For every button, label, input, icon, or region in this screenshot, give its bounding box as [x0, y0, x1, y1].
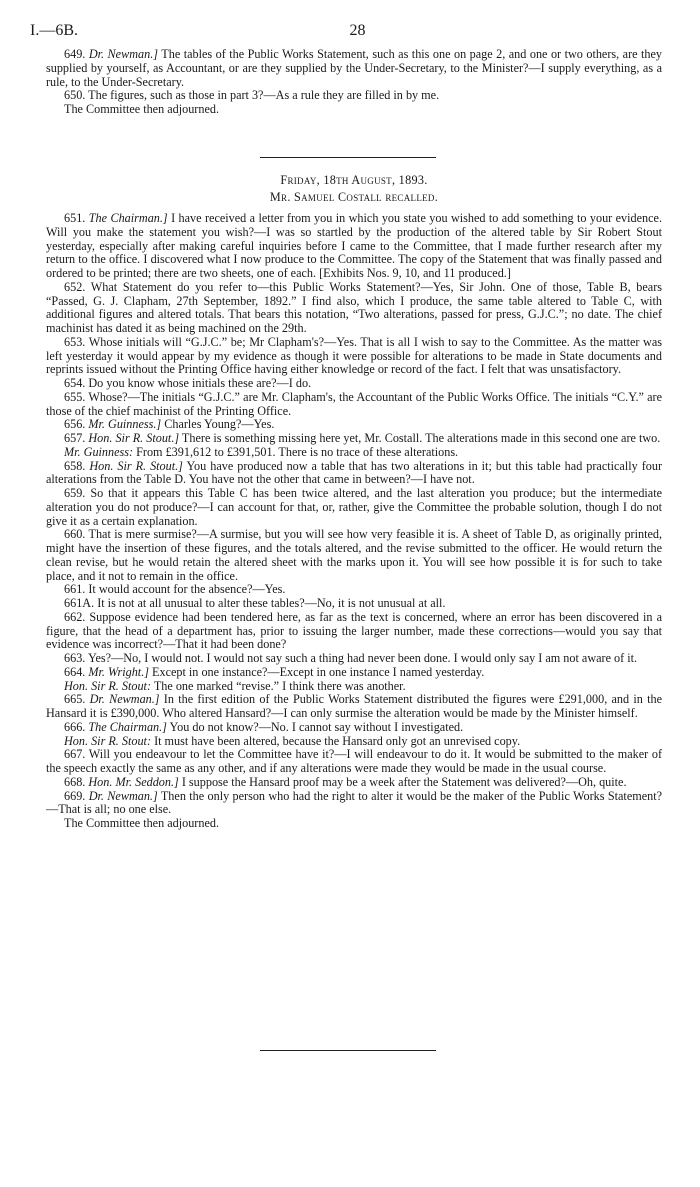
page-number: 28 [349, 22, 366, 39]
section-divider-top [260, 157, 436, 158]
evidence-paragraph [46, 611, 662, 652]
testimony-text: In the first edition of the Public Works Statement distributed the figures were £291,000, and in the Hansard it is £390,000. Who altered Hansard?—I can only surmise the alteration would be made by the Minister himself. [46, 692, 662, 720]
speaker-name: Mr. Wright.] [88, 664, 149, 679]
question-number: 666. [64, 719, 86, 734]
evidence-paragraph [46, 432, 662, 446]
evidence-paragraph [46, 583, 662, 597]
speaker-name: Dr. Newman.] [88, 788, 158, 803]
evidence-paragraph [46, 666, 662, 680]
testimony-text: Whose initials will “G.J.C.” be; Mr Clapham's?—Yes. That is all I wish to say to the Committee. As the matter was left yesterday it would appear by my evidence as though it were possible for alterations to be made in State documents and reprints issued without the Printing Office having either knowledge or record of the fact. I felt that was unsatisfactory. [46, 334, 663, 377]
document-reference: I.—6B. [30, 22, 78, 39]
question-number: 661A. [64, 596, 95, 610]
question-number: 656. [64, 417, 86, 432]
question-number: 654. [64, 376, 86, 390]
evidence-paragraph [46, 336, 662, 377]
question-number: 665. [64, 692, 86, 707]
speaker-name: The Chairman.] [88, 211, 168, 225]
testimony-text: There is something missing here yet, Mr. Costall. The alterations made in this second one are two. [179, 431, 661, 445]
evidence-paragraph [46, 103, 662, 117]
evidence-section-1 [46, 48, 662, 117]
testimony-text: Charles Young?—Yes. [161, 417, 275, 432]
question-number: 663. [64, 651, 86, 665]
section-divider-bottom [260, 1050, 436, 1051]
testimony-text: I suppose the Hansard proof may be a week after the Statement was delivered?—Oh, quite. [178, 774, 627, 789]
question-number: 649. [64, 47, 86, 61]
date-line: Friday, 18th August, 1893. [280, 173, 428, 187]
question-number: 668. [64, 774, 86, 789]
evidence-paragraph [46, 460, 662, 488]
testimony-text: The Committee then adjourned. [64, 816, 220, 830]
evidence-paragraph [46, 693, 662, 721]
evidence-paragraph [46, 735, 662, 749]
speaker-name: Mr. Guinness: [64, 444, 134, 459]
question-number: 660. [64, 527, 86, 542]
speaker-name: Hon. Sir R. Stout: [64, 678, 152, 693]
session-heading [46, 174, 662, 205]
question-number: 652. [64, 279, 86, 294]
evidence-paragraph [46, 680, 662, 694]
question-number: 669. [64, 788, 86, 803]
evidence-paragraph [46, 790, 662, 818]
testimony-text: You have produced now a table that has two alterations in it; but this table had practically four alterations from the Table D. You have not the other that came in between?—I have not. [46, 458, 663, 487]
question-number: 650. [64, 88, 86, 103]
speaker-name: Dr. Newman.] [88, 47, 159, 61]
speaker-name: The Chairman.] [88, 719, 167, 734]
testimony-text: That is mere surmise?—A surmise, but you will see how very feasible it is. A sheet of Table D, as originally printed, might have the insertion of these figures, and the totals altered, and the revise submitted to the officer. He would return the clean revise, but he would retain the altered sheet with the marks upon it. You will see how possible it is for such to take place, and it not to remain in the office. [46, 527, 663, 583]
testimony-text: I have received a letter from you in which you state you wished to add something to your evidence. Will you make the statement you wish?—I was so startled by the production of the altered table by Sir Robert Stout yesterday, especially after making careful inquiries before I came to the Committee, that I made further research after my return to the office. I discovered what I now produce to the Committee. The copy of the Statement that was finally passed and ordered to be printed; there are two sheets, one of each. [Exhibits Nos. 9, 10, and 11 produced.] [46, 211, 662, 280]
testimony-text: The one marked “revise.” I think there was another. [151, 678, 406, 693]
testimony-text: What Statement do you refer to—this Public Works Statement?—Yes, Sir John. One of those, Table B, bears “Passed, G. J. Clapham, 27th September, 1892.” I find also, which I produce, the same table altered to Table C, with additional figures and altered totals. That bears this notation, “Two alterations, passed for press, G.J.C.”; no date. The chief machinist has dated it as being machined on the 29th. [46, 279, 662, 335]
question-number: 664. [64, 664, 86, 679]
page-header [30, 22, 685, 44]
question-number: 667. [64, 747, 86, 762]
question-number: 657. [64, 431, 86, 445]
testimony-text: The figures, such as those in part 3?—As a rule they are filled in by me. [88, 88, 440, 103]
evidence-paragraph [46, 48, 662, 89]
testimony-text: You do not know?—No. I cannot say without I investigated. [166, 719, 464, 734]
question-number: 662. [64, 609, 86, 624]
evidence-paragraph [46, 748, 662, 776]
evidence-paragraph [46, 597, 662, 611]
speaker-name: Hon. Mr. Seddon.] [88, 774, 179, 789]
evidence-paragraph [46, 776, 662, 790]
testimony-text: The tables of the Public Works Statement, such as this one on page 2, and one or two others, are they supplied by yourself, as Accountant, or are they supplied by the Under-Secretary, to the Minister?—I supply everything, as a rule, to the Under-Secretary. [46, 47, 663, 89]
testimony-text: Except in one instance?—Except in one instance I named yesterday. [148, 664, 485, 679]
question-number: 653. [64, 334, 86, 349]
testimony-text: The Committee then adjourned. [64, 102, 220, 116]
evidence-paragraph [46, 446, 662, 460]
question-number: 651. [64, 211, 86, 225]
question-number: 655. [64, 389, 86, 404]
testimony-text: It would account for the absence?—Yes. [88, 582, 286, 597]
evidence-paragraph [46, 528, 662, 583]
evidence-paragraph [46, 652, 662, 666]
evidence-paragraph [46, 721, 662, 735]
evidence-paragraph [46, 89, 662, 103]
question-number: 659. [64, 486, 86, 500]
evidence-section-2 [46, 212, 662, 831]
evidence-paragraph [46, 418, 662, 432]
evidence-paragraph [46, 487, 662, 528]
testimony-text: It must have been altered, because the Hansard only got an unrevised copy. [151, 733, 521, 748]
testimony-text: Yes?—No, I would not. I would not say such a thing had never been done. I would only say I am not aware of it. [87, 651, 638, 665]
testimony-text: From £391,612 to £391,501. There is no trace of these alterations. [133, 444, 459, 459]
speaker-name: Hon. Sir R. Stout.] [88, 431, 180, 445]
testimony-text: Then the only person who had the right to alter it would be the maker of the Public Works Statement?—That is all; no one else. [46, 788, 663, 817]
question-number: 661. [64, 582, 86, 597]
evidence-paragraph [46, 377, 662, 391]
evidence-paragraph [46, 212, 662, 281]
witness-line: Mr. Samuel Costall recalled. [269, 189, 439, 204]
speaker-name: Hon. Sir R. Stout: [64, 733, 152, 748]
testimony-text: Suppose evidence had been tendered here, as far as the text is concerned, where an error has been discovered in a figure, that the head of a department has, prior to issuing the larger number, made these corrections—would you say that evidence was incorrect?—That it had been done? [46, 609, 663, 652]
question-number: 658. [64, 458, 86, 473]
testimony-text: It is not at all unusual to alter these tables?—No, it is not unusual at all. [97, 596, 446, 610]
testimony-text: Do you know whose initials these are?—I do. [88, 376, 312, 390]
speaker-name: Dr. Newman.] [89, 692, 160, 707]
testimony-text: Will you endeavour to let the Committee have it?—I will endeavour to do it. It would be submitted to the maker of the speech exactly the same as any other, and if any alterations were made they would be made in the usual course. [46, 747, 663, 775]
evidence-paragraph [46, 817, 662, 831]
speaker-name: Hon. Sir R. Stout.] [89, 458, 183, 473]
evidence-paragraph [46, 391, 662, 419]
testimony-text: Whose?—The initials “G.J.C.” are Mr. Clapham's, the Accountant of the Public Works Office. The initials “C.Y.” are those of the chief machinist of the Printing Office. [46, 389, 662, 418]
evidence-paragraph [46, 281, 662, 336]
speaker-name: Mr. Guinness.] [88, 417, 162, 432]
testimony-text: So that it appears this Table C has been twice altered, and the last alteration you produce; but the intermediate alteration you do not produce?—I can account for that, or, rather, give the Committee the probable solution, though I do not give it as a certain explanation. [46, 486, 663, 528]
